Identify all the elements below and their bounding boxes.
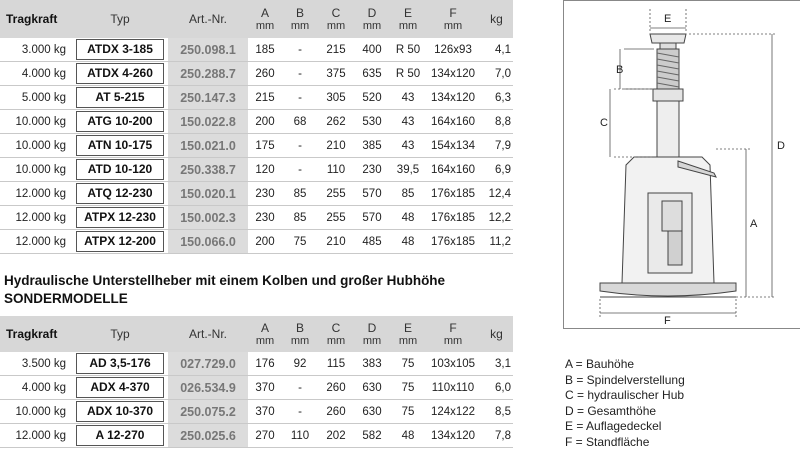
type-box: ATDX 3-185 — [76, 39, 164, 60]
cell-e: 75 — [390, 400, 426, 424]
table-header — [0, 0, 513, 38]
cell-a: 260 — [248, 62, 282, 86]
cell-kg: 6,0 — [480, 376, 513, 400]
dim-label-c: C — [600, 117, 608, 129]
cell-kg: 12,4 — [480, 182, 513, 206]
cell-art: 250.025.6 — [168, 424, 248, 448]
cell-kg: 7,8 — [480, 424, 513, 448]
section-heading-line1: Hydraulische Unterstellheber mit einem Kolben und großer Hubhöhe — [4, 273, 446, 288]
cell-tragkraft: 10.000 kg — [0, 158, 72, 182]
cell-art: 250.075.2 — [168, 400, 248, 424]
table-row — [0, 230, 513, 254]
col-b-label: B — [295, 6, 304, 20]
cell-f: 110x110 — [426, 376, 480, 400]
cell-art: 027.729.0 — [168, 352, 248, 376]
cell-d: 530 — [354, 110, 390, 134]
cell-d: 230 — [354, 158, 390, 182]
cell-d: 570 — [354, 206, 390, 230]
cell-typ — [72, 86, 168, 110]
col-f-unit: mm — [443, 20, 463, 32]
cell-typ — [72, 182, 168, 206]
table-row — [0, 352, 513, 376]
col-art: Art.-Nr. — [168, 316, 248, 352]
cell-e: 43 — [390, 86, 426, 110]
base-shape — [600, 283, 736, 296]
cell-kg: 8,5 — [480, 400, 513, 424]
cell-b: 68 — [282, 110, 318, 134]
col-e-unit: mm — [398, 335, 418, 347]
cell-kg: 3,1 — [480, 352, 513, 376]
cell-e: 43 — [390, 110, 426, 134]
cell-a: 215 — [248, 86, 282, 110]
table-row — [0, 110, 513, 134]
col-b — [282, 0, 318, 38]
cell-b: 75 — [282, 230, 318, 254]
cell-tragkraft: 12.000 kg — [0, 182, 72, 206]
cell-c: 210 — [318, 134, 354, 158]
type-box: AD 3,5-176 — [76, 353, 164, 374]
cell-tragkraft: 10.000 kg — [0, 134, 72, 158]
cell-typ — [72, 376, 168, 400]
cell-c: 110 — [318, 158, 354, 182]
col-a — [248, 316, 282, 352]
cell-e: 48 — [390, 424, 426, 448]
cell-d: 383 — [354, 352, 390, 376]
cell-b: 110 — [282, 424, 318, 448]
col-typ: Typ — [72, 316, 168, 352]
cell-f: 176x185 — [426, 230, 480, 254]
cell-a: 185 — [248, 38, 282, 62]
spec-table-sondermodelle — [0, 316, 513, 448]
cell-art: 150.002.3 — [168, 206, 248, 230]
table-row — [0, 424, 513, 448]
cell-kg: 4,1 — [480, 38, 513, 62]
cell-e: 85 — [390, 182, 426, 206]
jack-drawing — [564, 1, 800, 328]
col-d — [354, 316, 390, 352]
cell-a: 120 — [248, 158, 282, 182]
cell-f: 164x160 — [426, 110, 480, 134]
col-a-label: A — [260, 321, 269, 335]
col-c — [318, 316, 354, 352]
legend-item: F = Standfläche — [565, 434, 650, 449]
table-row — [0, 38, 513, 62]
cap-shape — [650, 34, 686, 43]
col-c-unit: mm — [326, 20, 346, 32]
cell-kg: 6,3 — [480, 86, 513, 110]
cell-a: 230 — [248, 182, 282, 206]
col-e — [390, 0, 426, 38]
cell-e: R 50 — [390, 62, 426, 86]
cell-a: 370 — [248, 376, 282, 400]
col-d-unit: mm — [362, 20, 382, 32]
cell-a: 200 — [248, 230, 282, 254]
col-b-unit: mm — [290, 335, 310, 347]
table-row — [0, 400, 513, 424]
legend-item: A = Bauhöhe — [565, 357, 635, 371]
cell-f: 126x93 — [426, 38, 480, 62]
type-box: AT 5-215 — [76, 87, 164, 108]
cell-e: 75 — [390, 352, 426, 376]
table-row — [0, 158, 513, 182]
cell-tragkraft: 12.000 kg — [0, 230, 72, 254]
cell-d: 582 — [354, 424, 390, 448]
cell-c: 260 — [318, 400, 354, 424]
dim-label-f: F — [664, 315, 671, 327]
cell-c: 210 — [318, 230, 354, 254]
cell-d: 630 — [354, 376, 390, 400]
col-f-unit: mm — [443, 335, 463, 347]
col-a — [248, 0, 282, 38]
type-box: ATDX 4-260 — [76, 63, 164, 84]
cell-art: 150.066.0 — [168, 230, 248, 254]
cell-kg: 8,8 — [480, 110, 513, 134]
cell-a: 176 — [248, 352, 282, 376]
cell-c: 255 — [318, 206, 354, 230]
col-f — [426, 316, 480, 352]
col-c-unit: mm — [326, 335, 346, 347]
col-art: Art.-Nr. — [168, 0, 248, 38]
cell-f: 124x122 — [426, 400, 480, 424]
cell-c: 262 — [318, 110, 354, 134]
section-heading — [4, 272, 445, 308]
cell-f: 176x185 — [426, 206, 480, 230]
type-box: ATPX 12-200 — [76, 231, 164, 252]
cell-tragkraft: 4.000 kg — [0, 62, 72, 86]
cell-d: 520 — [354, 86, 390, 110]
cell-b: - — [282, 62, 318, 86]
cell-b: - — [282, 134, 318, 158]
section-heading-line2: SONDERMODELLE — [4, 291, 128, 306]
cell-b: 92 — [282, 352, 318, 376]
cell-a: 230 — [248, 206, 282, 230]
cell-d: 630 — [354, 400, 390, 424]
cell-kg: 12,2 — [480, 206, 513, 230]
col-c-label: C — [331, 6, 341, 20]
cell-f: 164x160 — [426, 158, 480, 182]
cell-a: 270 — [248, 424, 282, 448]
dim-label-d: D — [777, 140, 785, 152]
cell-typ — [72, 230, 168, 254]
legend-item: B = Spindelverstellung — [565, 372, 685, 387]
col-tragkraft: Tragkraft — [0, 316, 72, 352]
cell-c: 202 — [318, 424, 354, 448]
dim-label-b: B — [616, 64, 624, 76]
cell-d: 485 — [354, 230, 390, 254]
cell-kg: 6,9 — [480, 158, 513, 182]
table-row — [0, 206, 513, 230]
type-box: ATD 10-120 — [76, 159, 164, 180]
col-d-unit: mm — [362, 335, 382, 347]
cell-art: 150.020.1 — [168, 182, 248, 206]
cell-e: 48 — [390, 230, 426, 254]
cell-tragkraft: 4.000 kg — [0, 376, 72, 400]
col-d — [354, 0, 390, 38]
cell-b: 85 — [282, 206, 318, 230]
col-a-unit: mm — [255, 20, 275, 32]
cell-typ — [72, 62, 168, 86]
col-e-label: E — [403, 321, 412, 335]
cell-f: 103x105 — [426, 352, 480, 376]
type-box: ADX 10-370 — [76, 401, 164, 422]
cell-f: 176x185 — [426, 182, 480, 206]
spec-table-standard — [0, 0, 513, 254]
type-box: ATQ 12-230 — [76, 183, 164, 204]
cell-art: 250.098.1 — [168, 38, 248, 62]
cell-c: 260 — [318, 376, 354, 400]
dim-label-a: A — [750, 218, 758, 230]
cell-art: 026.534.9 — [168, 376, 248, 400]
cell-b: 85 — [282, 182, 318, 206]
cell-tragkraft: 3.000 kg — [0, 38, 72, 62]
cell-c: 305 — [318, 86, 354, 110]
table-row — [0, 62, 513, 86]
cell-a: 200 — [248, 110, 282, 134]
col-typ: Typ — [72, 0, 168, 38]
table-row — [0, 134, 513, 158]
cell-d: 635 — [354, 62, 390, 86]
cell-art: 250.288.7 — [168, 62, 248, 86]
cell-art: 250.338.7 — [168, 158, 248, 182]
cell-kg: 7,9 — [480, 134, 513, 158]
cell-art: 250.147.3 — [168, 86, 248, 110]
col-f-label: F — [449, 321, 457, 335]
dimension-legend — [565, 357, 685, 450]
cell-c: 215 — [318, 38, 354, 62]
cell-a: 370 — [248, 400, 282, 424]
cell-tragkraft: 12.000 kg — [0, 424, 72, 448]
cell-typ — [72, 38, 168, 62]
cell-d: 400 — [354, 38, 390, 62]
cell-typ — [72, 352, 168, 376]
cell-f: 134x120 — [426, 62, 480, 86]
col-b-label: B — [295, 321, 304, 335]
cell-e: 75 — [390, 376, 426, 400]
cell-b: - — [282, 86, 318, 110]
cell-f: 134x120 — [426, 424, 480, 448]
col-d-label: D — [367, 321, 377, 335]
cell-e: R 50 — [390, 38, 426, 62]
col-c-label: C — [331, 321, 341, 335]
cell-tragkraft: 12.000 kg — [0, 206, 72, 230]
cell-d: 570 — [354, 182, 390, 206]
col-e-unit: mm — [398, 20, 418, 32]
cell-c: 375 — [318, 62, 354, 86]
table-row — [0, 86, 513, 110]
cell-kg: 7,0 — [480, 62, 513, 86]
dim-label-e: E — [664, 13, 672, 25]
type-box: ATN 10-175 — [76, 135, 164, 156]
cell-typ — [72, 400, 168, 424]
col-f — [426, 0, 480, 38]
cell-b: - — [282, 38, 318, 62]
cell-d: 385 — [354, 134, 390, 158]
table-row — [0, 376, 513, 400]
col-kg: kg — [480, 316, 513, 352]
cell-f: 134x120 — [426, 86, 480, 110]
cell-art: 150.022.8 — [168, 110, 248, 134]
col-kg: kg — [480, 0, 513, 38]
col-e — [390, 316, 426, 352]
type-box: ATG 10-200 — [76, 111, 164, 132]
legend-item: D = Gesamthöhe — [565, 403, 657, 418]
col-a-label: A — [260, 6, 269, 20]
jack-diagram — [563, 0, 800, 329]
cell-b: - — [282, 376, 318, 400]
legend-item: E = Auflagedeckel — [565, 419, 662, 433]
cell-e: 48 — [390, 206, 426, 230]
cell-a: 175 — [248, 134, 282, 158]
col-e-label: E — [403, 6, 412, 20]
col-d-label: D — [367, 6, 377, 20]
col-f-label: F — [449, 6, 457, 20]
cell-c: 115 — [318, 352, 354, 376]
cell-typ — [72, 134, 168, 158]
col-b — [282, 316, 318, 352]
ram-shape — [657, 101, 679, 157]
col-b-unit: mm — [290, 20, 310, 32]
cell-typ — [72, 158, 168, 182]
cell-tragkraft: 10.000 kg — [0, 400, 72, 424]
cell-e: 43 — [390, 134, 426, 158]
cell-c: 255 — [318, 182, 354, 206]
cell-tragkraft: 3.500 kg — [0, 352, 72, 376]
type-box: ATPX 12-230 — [76, 207, 164, 228]
type-box: ADX 4-370 — [76, 377, 164, 398]
type-box: A 12-270 — [76, 425, 164, 446]
cell-kg: 11,2 — [480, 230, 513, 254]
cell-typ — [72, 424, 168, 448]
cell-art: 150.021.0 — [168, 134, 248, 158]
cell-typ — [72, 206, 168, 230]
col-a-unit: mm — [255, 335, 275, 347]
cell-tragkraft: 5.000 kg — [0, 86, 72, 110]
table-header — [0, 316, 513, 352]
cell-b: - — [282, 400, 318, 424]
col-tragkraft: Tragkraft — [0, 0, 72, 38]
cell-typ — [72, 110, 168, 134]
cell-tragkraft: 10.000 kg — [0, 110, 72, 134]
cell-b: - — [282, 158, 318, 182]
col-c — [318, 0, 354, 38]
cell-f: 154x134 — [426, 134, 480, 158]
cell-e: 39,5 — [390, 158, 426, 182]
table-row — [0, 182, 513, 206]
legend-item: C = hydraulischer Hub — [565, 388, 685, 402]
